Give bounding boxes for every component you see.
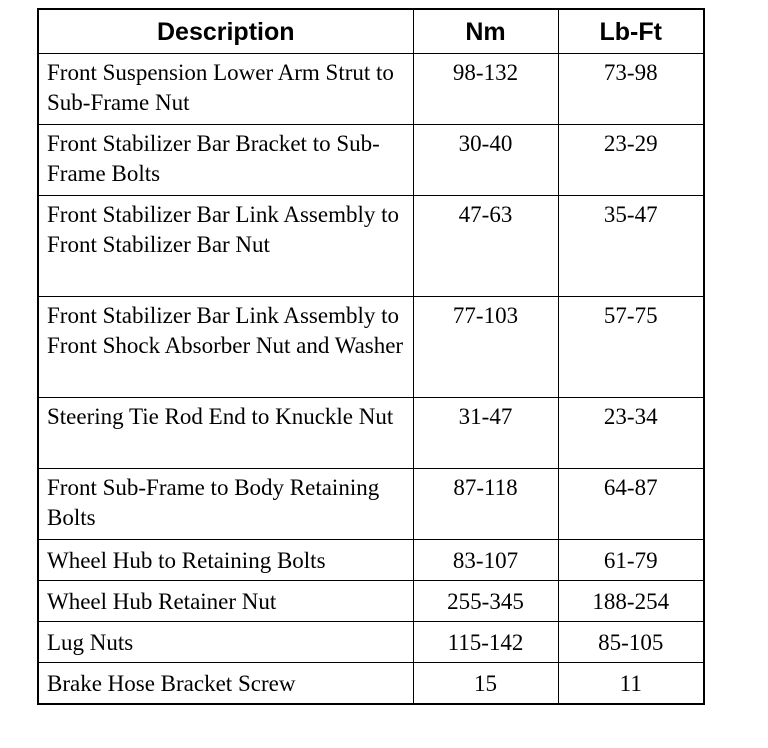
row-description: Lug Nuts <box>38 622 413 663</box>
row-lbft-value: 23-34 <box>558 398 704 469</box>
table-row <box>38 54 704 125</box>
table-row <box>38 622 704 663</box>
row-description: Steering Tie Rod End to Knuckle Nut <box>38 398 413 469</box>
column-header-description: Description <box>38 9 413 54</box>
table-row <box>38 663 704 705</box>
table-row <box>38 581 704 622</box>
row-description: Wheel Hub to Retaining Bolts <box>38 540 413 581</box>
row-lbft-value: 11 <box>558 663 704 705</box>
row-description: Front Suspension Lower Arm Strut to Sub-Frame Nut <box>38 54 413 125</box>
table-row <box>38 469 704 540</box>
row-description: Front Stabilizer Bar Link Assembly to Front Shock Absorber Nut and Washer <box>38 297 413 398</box>
row-description: Wheel Hub Retainer Nut <box>38 581 413 622</box>
row-lbft-value: 61-79 <box>558 540 704 581</box>
row-lbft-value: 73-98 <box>558 54 704 125</box>
row-lbft-value: 64-87 <box>558 469 704 540</box>
table-row <box>38 196 704 297</box>
torque-spec-table <box>37 8 705 705</box>
row-nm-value: 47-63 <box>413 196 558 297</box>
row-nm-value: 83-107 <box>413 540 558 581</box>
row-nm-value: 115-142 <box>413 622 558 663</box>
row-description: Brake Hose Bracket Screw <box>38 663 413 705</box>
table-row <box>38 125 704 196</box>
row-nm-value: 30-40 <box>413 125 558 196</box>
row-nm-value: 31-47 <box>413 398 558 469</box>
column-header-nm: Nm <box>413 9 558 54</box>
table-header-row <box>38 9 704 54</box>
row-description: Front Stabilizer Bar Link Assembly to Front Stabilizer Bar Nut <box>38 196 413 297</box>
row-lbft-value: 23-29 <box>558 125 704 196</box>
row-lbft-value: 188-254 <box>558 581 704 622</box>
row-lbft-value: 57-75 <box>558 297 704 398</box>
row-lbft-value: 35-47 <box>558 196 704 297</box>
row-lbft-value: 85-105 <box>558 622 704 663</box>
table-row <box>38 297 704 398</box>
row-nm-value: 77-103 <box>413 297 558 398</box>
table-row <box>38 398 704 469</box>
column-header-lbft: Lb-Ft <box>558 9 704 54</box>
row-nm-value: 87-118 <box>413 469 558 540</box>
row-nm-value: 255-345 <box>413 581 558 622</box>
row-nm-value: 15 <box>413 663 558 705</box>
row-description: Front Sub-Frame to Body Retaining Bolts <box>38 469 413 540</box>
row-nm-value: 98-132 <box>413 54 558 125</box>
table-row <box>38 540 704 581</box>
row-description: Front Stabilizer Bar Bracket to Sub-Frame Bolts <box>38 125 413 196</box>
